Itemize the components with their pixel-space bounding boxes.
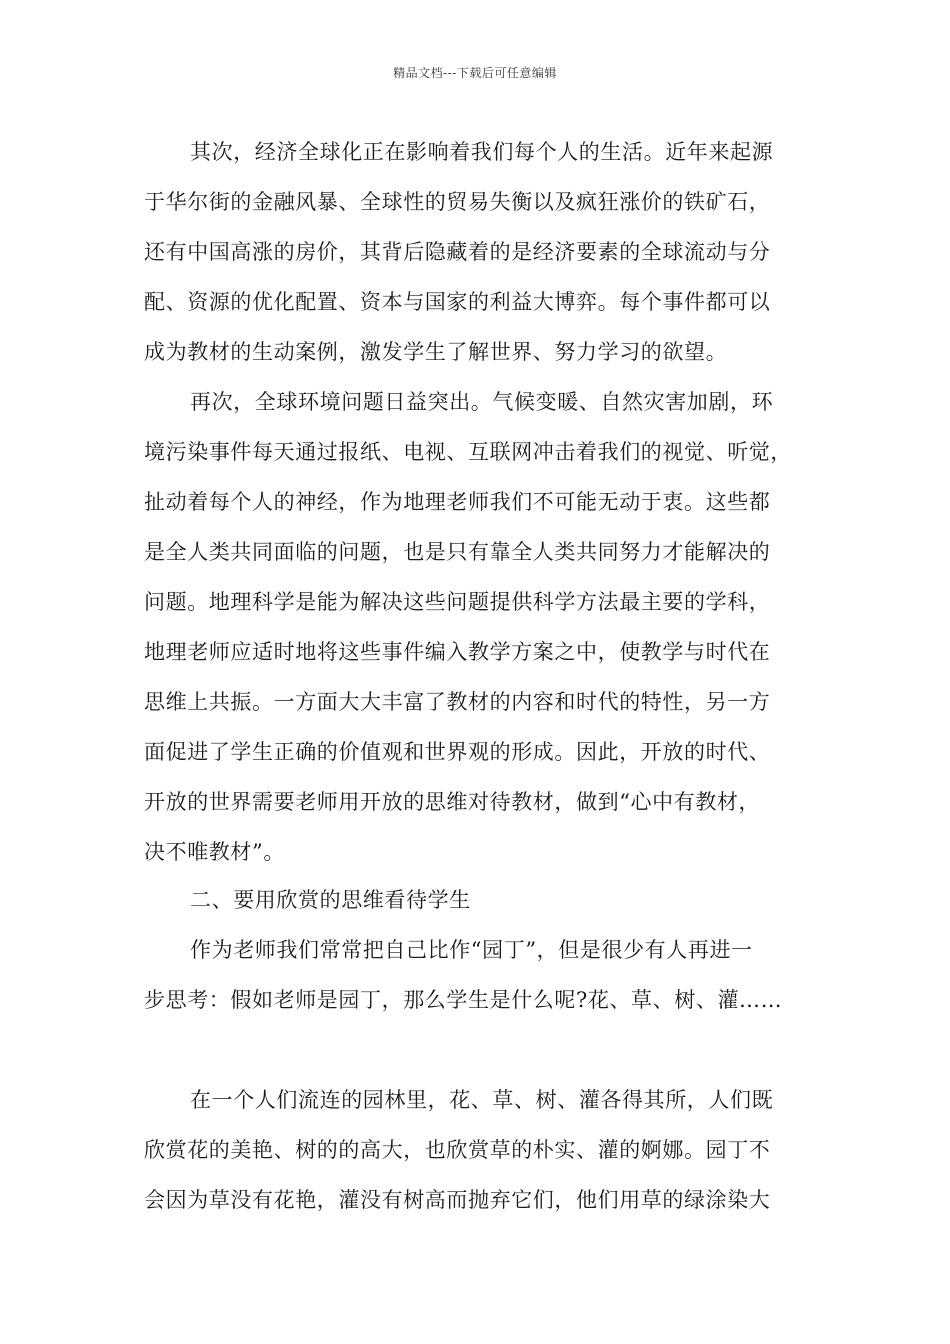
paragraph-line: 步思考：假如老师是园丁，那么学生是什么呢?花、草、树、灌…… <box>144 988 783 1012</box>
paragraph-line: 再次，全球环境问题日益突出。气候变暖、自然灾害加剧，环 <box>190 390 774 414</box>
paragraph-line: 是全人类共同面临的问题，也是只有靠全人类共同努力才能解决的 <box>144 540 771 564</box>
section-heading: 二、要用欣赏的思维看待学生 <box>190 888 471 912</box>
paragraph-line: 地理老师应适时地将这些事件编入教学方案之中，使教学与时代在 <box>144 640 771 664</box>
paragraph-line: 思维上共振。一方面大大丰富了教材的内容和时代的特性，另一方 <box>144 690 771 714</box>
paragraph-line: 扯动着每个人的神经，作为地理老师我们不可能无动于衷。这些都 <box>144 490 771 514</box>
paragraph-line: 会因为草没有花艳，灌没有树高而抛弃它们，他们用草的绿涂染大 <box>144 1188 771 1212</box>
paragraph-line: 在一个人们流连的园林里，花、草、树、灌各得其所，人们既 <box>190 1088 774 1112</box>
paragraph-line: 成为教材的生动案例，激发学生了解世界、努力学习的欲望。 <box>144 340 728 364</box>
paragraph-line: 问题。地理科学是能为解决这些问题提供科学方法最主要的学科， <box>144 590 771 614</box>
paragraph-line: 其次，经济全球化正在影响着我们每个人的生活。近年来起源 <box>190 140 774 164</box>
paragraph-line: 还有中国高涨的房价，其背后隐藏着的是经济要素的全球流动与分 <box>144 240 771 264</box>
paragraph-line: 于华尔街的金融风暴、全球性的贸易失衡以及疯狂涨价的铁矿石， <box>144 190 771 214</box>
paragraph-line: 决不唯教材”。 <box>144 840 285 864</box>
paragraph-line: 面促进了学生正确的价值观和世界观的形成。因此，开放的时代、 <box>144 740 771 764</box>
paragraph-line: 开放的世界需要老师用开放的思维对待教材，做到“心中有教材， <box>144 790 761 814</box>
page-header: 精品文档---下载后可任意编辑 <box>393 66 557 80</box>
paragraph-line: 境污染事件每天通过报纸、电视、互联网冲击着我们的视觉、听觉， <box>144 440 792 464</box>
paragraph-line: 配、资源的优化配置、资本与国家的利益大博弈。每个事件都可以 <box>144 290 771 314</box>
paragraph-line: 欣赏花的美艳、树的的高大，也欣赏草的朴实、灌的婀娜。园丁不 <box>144 1138 771 1162</box>
paragraph-line: 作为老师我们常常把自己比作“园丁”，但是很少有人再进一 <box>190 938 753 962</box>
